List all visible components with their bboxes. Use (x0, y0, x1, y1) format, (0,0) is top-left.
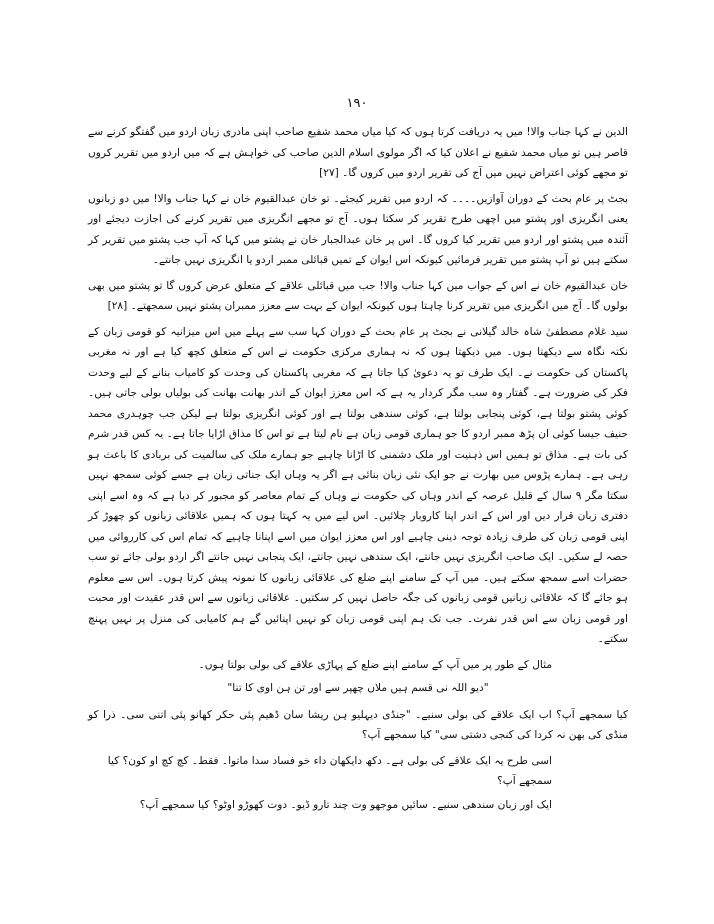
paragraph: سید غلام مصطفیٰ شاہ خالد گیلانی نے بجٹ پر عام بحث کے دوران کہا سب سے پہلے میں اس میزانیہ کو قومی زبان کے نکتہ نگاہ سے دیکھتا ہوں۔ میں دیکھتا ہوں کہ نہ ہماری مرکزی حکومت نے اس کے متعلق کچھ کیا ہے اور نہ مغربی پاکستان کی حکومت نے۔ ایک طرف تو یہ دعویٰ کیا جاتا ہے کہ مغربی پاکستان کی وحدت کو کامیاب بنانے کے لیے وحدت فکر کی ضرورت ہے۔ گفتار وہ سب مگر کردار یہ ہے کہ اس معزز ایوان کے اندر بھانت بھانت کی بولیاں بولی جاتی ہیں۔ کوئی پشتو بولتا ہے، کوئی پنجابی بولتا ہے، کوئی سندھی بولتا ہے اور کوئی انگریزی بولتا ہے لیکن جب چوہدری محمد حنیف جیسا کوئی ان پڑھ ممبر اردو کا جو ہماری قومی زبان ہے نام لیتا ہے تو اس کا مذاق اڑایا جاتا ہے۔ یہ کس قدر شرم کی بات ہے۔ مذاق تو ہمیں اس ذہنیت اور ملک دشمنی کا اڑانا چاہیے جو ہمارے ملک کی سالمیت کی بربادی کا باعث ہو رہی ہے۔ ہمارے پڑوس میں بھارت نے جو ایک نئی زبان بنائی ہے اگر یہ وہاں ایک جناتی زبان ہے جسے کوئی سمجھ نہیں سکتا مگر ۹ سال کے قلیل عرصہ کے اندر وہاں کی حکومت نے وہاں کے تمام معاصر کو مجبور کر دیا ہے کہ وہ اسے اپنی دفتری زبان قرار دیں اور اس کے اندر اپنا کاروبار چلائیں۔ اس لیے میں یہ کہتا ہوں کہ ہمیں علاقائی زبانوں کو چھوڑ کر اپنی قومی زبان کی طرف زیادہ توجہ دینی چاہیے اور اس معزز ایوان میں اسے اپنانا چاہیے کہ تمام اس کی کارروائی میں حصہ لے سکیں۔ ایک صاحب انگریزی نہیں جانتے، ایک سندھی نہیں جانتے، ایک پنجابی نہیں جانتے اگر اردو بولی جائے تو سب حضرات اسے سمجھ سکتے ہیں۔ میں آپ کے سامنے اپنے ضلع کی علاقائی زبانوں کا نمونہ پیش کرتا ہوں۔ اس سے معلوم ہو جائے گا کہ علاقائی زبانیں قومی زبانوں کی جگہ حاصل نہیں کر سکتیں۔ علاقائی زبانوں سے اس قدر عقیدت اور محبت اور قومی زبان سے اس قدر نفرت۔ جب تک ہم اپنی قومی زبان کو نہیں اپنائیں گے ہم کامیابی کی منزل پر نہیں پہنچ سکتے۔ (88, 325, 628, 645)
page-body (88, 122, 628, 818)
paragraph: خان عبدالقیوم خان نے اس کے جواب میں کہا جناب والا! جب میں قبائلی علاقے کے متعلق عرض کروں گا تو پشتو میں بھی بولوں گا۔ آج میں انگریزی میں تقریر کرنا چاہتا ہوں کیونکہ ایوان کے بہت سے معزز ممبران پشتو نہیں سمجھتے۔ [۲۸] (88, 279, 628, 312)
dialect-quote: "دیو اللہ نی قسم ہیں ملاں چھپر سے اور تن ہن اوی کا تنا" (227, 682, 489, 694)
paragraph: الدین نے کہا جناب والا! میں یہ دریافت کرتا ہوں کہ کیا میاں محمد شفیع صاحب اپنی مادری زبان اردو میں گفتگو کرنے سے قاصر ہیں تو میاں محمد شفیع نے اعلان کیا کہ اگر مولوی اسلام الدین صاحب کی خواہش ہے کہ میں اردو میں تقریر کروں تو مجھے کوئی اعتراض نہیں میں آج کی تقریر اردو میں کروں گا۔ [۲۷] (88, 126, 628, 179)
paragraph: بجٹ پر عام بحث کے دوران آوازیں۔۔۔۔ کہ اردو میں تقریر کیجئے۔ تو خان عبدالقیوم خان نے کہا جناب والا! میں دو زبانوں یعنی انگریزی اور پشتو میں اچھی طرح تقریر کر سکتا ہوں۔ آج تو مجھے انگریزی میں تقریر کرنے کی اجازت دیجئے اور آئندہ میں پشتو اور اردو میں تقریر کیا کروں گا۔ اس پر خان عبدالجبار خان نے پشتو میں کہا کہ آپ جب پشتو میں تقریر کر سکتے ہیں تو آپ پشتو میں تقریر فرمائیں کیونکہ اس ایوان کے تمیں قبائلی ممبر اردو یا انگریزی نہیں جانتے۔ (88, 192, 628, 266)
paragraph: مثال کے طور پر میں آپ کے سامنے اپنے ضلع کے پہاڑی علاقے کی بولی بولتا ہوں۔ (198, 658, 552, 671)
dialect-line: اسی طرح یہ ایک علاقے کی بولی ہے۔ دکھ دایکھان داء خو فساد سدا ماتوا۔ فقط۔ کچ کچ او کون؟ کیا سمجھے آپ؟ (107, 754, 552, 787)
dialect-line: ایک اور زبان سندھی سنیے۔ سائیں موجھو وت چند تارو ڈیو۔ دوت کھوڑو اوٹو؟ کیا سمجھے آپ؟ (139, 798, 552, 811)
paragraph: کیا سمجھے آپ؟ اب ایک علاقے کی بولی سنیے۔ "جنڈی دیہلیو ہن ریشا سان ڈھیم پئی حکر کھانو پئی اتنی سی۔ ذرا کو منڈی کی بھن نہ کردا کی کنجی دشتی سی" کیا سمجھے آپ؟ (88, 708, 628, 741)
page-number: ۱۹۰ (346, 96, 368, 111)
